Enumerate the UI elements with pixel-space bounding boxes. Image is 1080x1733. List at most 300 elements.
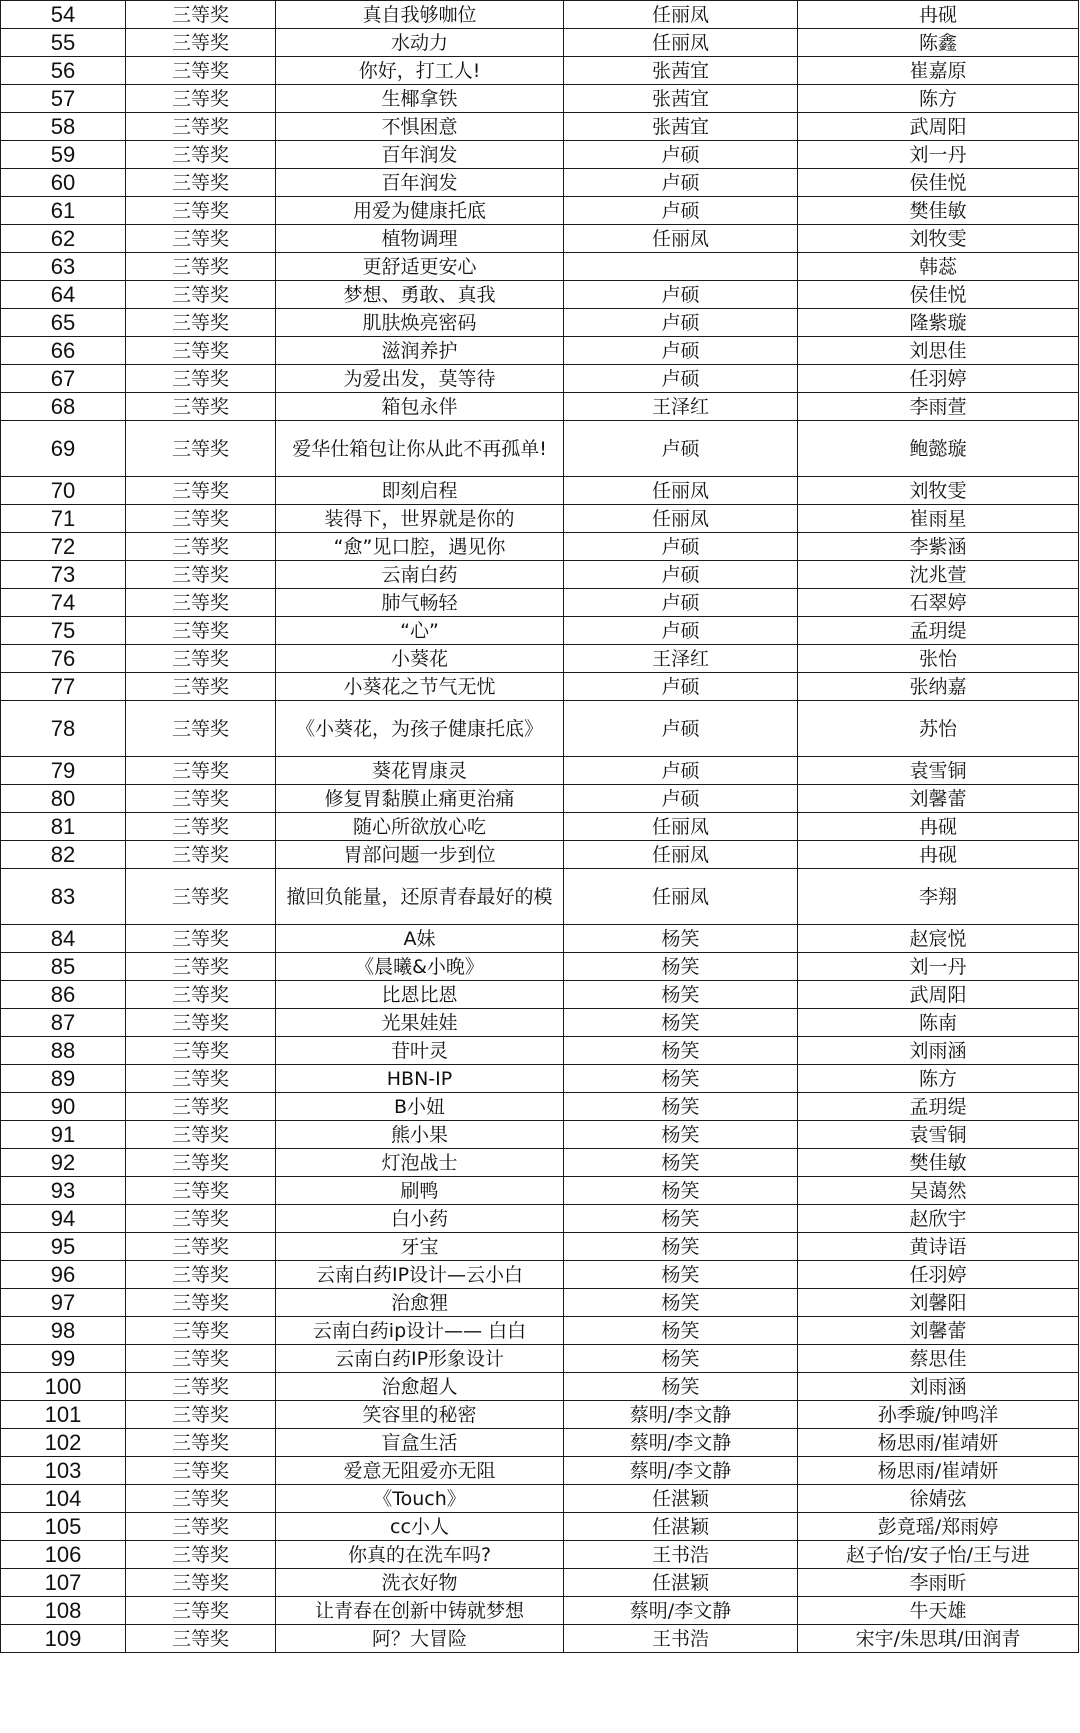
entry-number-cell: 75 <box>1 617 126 645</box>
table-row <box>1 1233 1079 1261</box>
student-cell: 任羽婷 <box>798 1261 1079 1289</box>
teacher-cell: 蔡明/李文静 <box>564 1457 798 1485</box>
student-cell: 侯佳悦 <box>798 169 1079 197</box>
table-row <box>1 197 1079 225</box>
student-cell: 陈鑫 <box>798 29 1079 57</box>
teacher-cell: 任丽凤 <box>564 869 798 925</box>
teacher-cell: 张茜宜 <box>564 57 798 85</box>
student-cell: 沈兆萱 <box>798 561 1079 589</box>
student-cell: 孟玥缇 <box>798 617 1079 645</box>
work-title-cell: 刷鸭 <box>276 1177 564 1205</box>
award-level-cell: 三等奖 <box>126 253 276 281</box>
award-level-cell: 三等奖 <box>126 1009 276 1037</box>
teacher-cell: 杨笑 <box>564 1289 798 1317</box>
work-title-cell: 你真的在洗车吗? <box>276 1541 564 1569</box>
entry-number-cell: 65 <box>1 309 126 337</box>
work-title-cell: “愈”见口腔，遇见你 <box>276 533 564 561</box>
award-level-cell: 三等奖 <box>126 1541 276 1569</box>
award-level-cell: 三等奖 <box>126 1569 276 1597</box>
teacher-cell: 卢硕 <box>564 533 798 561</box>
work-title-cell: 熊小果 <box>276 1121 564 1149</box>
work-title-cell: 随心所欲放心吃 <box>276 813 564 841</box>
entry-number-cell: 107 <box>1 1569 126 1597</box>
student-cell: 徐婧弦 <box>798 1485 1079 1513</box>
work-title-cell: 爱华仕箱包让你从此不再孤单! <box>276 421 564 477</box>
teacher-cell: 杨笑 <box>564 925 798 953</box>
award-level-cell: 三等奖 <box>126 1457 276 1485</box>
work-title-cell: 《Touch》 <box>276 1485 564 1513</box>
teacher-cell: 杨笑 <box>564 953 798 981</box>
entry-number-cell: 104 <box>1 1485 126 1513</box>
entry-number-cell: 80 <box>1 785 126 813</box>
entry-number-cell: 87 <box>1 1009 126 1037</box>
entry-number-cell: 58 <box>1 113 126 141</box>
work-title-cell: 云南白药IP形象设计 <box>276 1345 564 1373</box>
award-level-cell: 三等奖 <box>126 1177 276 1205</box>
table-row <box>1 1177 1079 1205</box>
table-row <box>1 701 1079 757</box>
teacher-cell: 卢硕 <box>564 701 798 757</box>
teacher-cell: 卢硕 <box>564 337 798 365</box>
entry-number-cell: 61 <box>1 197 126 225</box>
table-row <box>1 589 1079 617</box>
student-cell: 袁雪铜 <box>798 757 1079 785</box>
award-level-cell: 三等奖 <box>126 113 276 141</box>
entry-number-cell: 91 <box>1 1121 126 1149</box>
work-title-cell: 滋润养护 <box>276 337 564 365</box>
award-level-cell: 三等奖 <box>126 757 276 785</box>
entry-number-cell: 82 <box>1 841 126 869</box>
table-row <box>1 225 1079 253</box>
work-title-cell: 用爱为健康托底 <box>276 197 564 225</box>
student-cell: 李雨萱 <box>798 393 1079 421</box>
award-level-cell: 三等奖 <box>126 701 276 757</box>
work-title-cell: A妹 <box>276 925 564 953</box>
work-title-cell: 云南白药IP设计—云小白 <box>276 1261 564 1289</box>
teacher-cell: 卢硕 <box>564 141 798 169</box>
student-cell: 赵欣宇 <box>798 1205 1079 1233</box>
student-cell: 刘馨蕾 <box>798 1317 1079 1345</box>
award-level-cell: 三等奖 <box>126 393 276 421</box>
award-level-cell: 三等奖 <box>126 85 276 113</box>
table-row <box>1 309 1079 337</box>
work-title-cell: 云南白药 <box>276 561 564 589</box>
entry-number-cell: 66 <box>1 337 126 365</box>
teacher-cell: 张茜宜 <box>564 85 798 113</box>
table-row <box>1 561 1079 589</box>
teacher-cell: 杨笑 <box>564 1317 798 1345</box>
student-cell: 刘馨蕾 <box>798 785 1079 813</box>
teacher-cell: 卢硕 <box>564 309 798 337</box>
table-row <box>1 1401 1079 1429</box>
award-level-cell: 三等奖 <box>126 533 276 561</box>
student-cell: 刘牧雯 <box>798 225 1079 253</box>
student-cell: 冉砚 <box>798 813 1079 841</box>
table-row <box>1 1289 1079 1317</box>
award-level-cell: 三等奖 <box>126 813 276 841</box>
table-row <box>1 1485 1079 1513</box>
award-level-cell: 三等奖 <box>126 1205 276 1233</box>
entry-number-cell: 97 <box>1 1289 126 1317</box>
table-row <box>1 1625 1079 1653</box>
award-level-cell: 三等奖 <box>126 1037 276 1065</box>
table-row <box>1 953 1079 981</box>
table-row <box>1 981 1079 1009</box>
teacher-cell <box>564 253 798 281</box>
work-title-cell: 小葵花 <box>276 645 564 673</box>
work-title-cell: 生椰拿铁 <box>276 85 564 113</box>
work-title-cell: 植物调理 <box>276 225 564 253</box>
table-row <box>1 29 1079 57</box>
table-row <box>1 253 1079 281</box>
teacher-cell: 杨笑 <box>564 1233 798 1261</box>
teacher-cell: 杨笑 <box>564 1345 798 1373</box>
award-level-cell: 三等奖 <box>126 365 276 393</box>
teacher-cell: 蔡明/李文静 <box>564 1597 798 1625</box>
teacher-cell: 杨笑 <box>564 1009 798 1037</box>
work-title-cell: 苷叶灵 <box>276 1037 564 1065</box>
work-title-cell: 胃部问题一步到位 <box>276 841 564 869</box>
student-cell: 武周阳 <box>798 113 1079 141</box>
entry-number-cell: 76 <box>1 645 126 673</box>
teacher-cell: 杨笑 <box>564 1121 798 1149</box>
award-level-cell: 三等奖 <box>126 1513 276 1541</box>
work-title-cell: 即刻启程 <box>276 477 564 505</box>
entry-number-cell: 55 <box>1 29 126 57</box>
table-row <box>1 785 1079 813</box>
student-cell: 李雨昕 <box>798 1569 1079 1597</box>
entry-number-cell: 63 <box>1 253 126 281</box>
student-cell: 张纳嘉 <box>798 673 1079 701</box>
teacher-cell: 杨笑 <box>564 1149 798 1177</box>
entry-number-cell: 100 <box>1 1373 126 1401</box>
award-level-cell: 三等奖 <box>126 981 276 1009</box>
teacher-cell: 任丽凤 <box>564 505 798 533</box>
table-row <box>1 1093 1079 1121</box>
student-cell: 袁雪铜 <box>798 1121 1079 1149</box>
award-level-cell: 三等奖 <box>126 841 276 869</box>
teacher-cell: 王泽红 <box>564 393 798 421</box>
entry-number-cell: 73 <box>1 561 126 589</box>
student-cell: 孙季璇/钟鸣洋 <box>798 1401 1079 1429</box>
teacher-cell: 杨笑 <box>564 1037 798 1065</box>
teacher-cell: 任丽凤 <box>564 841 798 869</box>
student-cell: 刘雨涵 <box>798 1373 1079 1401</box>
student-cell: 刘一丹 <box>798 953 1079 981</box>
entry-number-cell: 109 <box>1 1625 126 1653</box>
table-row <box>1 113 1079 141</box>
award-level-cell: 三等奖 <box>126 477 276 505</box>
work-title-cell: 爱意无阻爱亦无阻 <box>276 1457 564 1485</box>
work-title-cell: 肺气畅轻 <box>276 589 564 617</box>
student-cell: 蔡思佳 <box>798 1345 1079 1373</box>
student-cell: 鲍懿璇 <box>798 421 1079 477</box>
award-level-cell: 三等奖 <box>126 1625 276 1653</box>
award-level-cell: 三等奖 <box>126 673 276 701</box>
table-row <box>1 1457 1079 1485</box>
teacher-cell: 杨笑 <box>564 1261 798 1289</box>
teacher-cell: 卢硕 <box>564 169 798 197</box>
table-row <box>1 1037 1079 1065</box>
work-title-cell: 让青春在创新中铸就梦想 <box>276 1597 564 1625</box>
student-cell: 樊佳敏 <box>798 197 1079 225</box>
table-row <box>1 1429 1079 1457</box>
entry-number-cell: 106 <box>1 1541 126 1569</box>
teacher-cell: 任湛颖 <box>564 1569 798 1597</box>
work-title-cell: 比恩比恩 <box>276 981 564 1009</box>
teacher-cell: 卢硕 <box>564 785 798 813</box>
work-title-cell: 洗衣好物 <box>276 1569 564 1597</box>
teacher-cell: 杨笑 <box>564 1177 798 1205</box>
entry-number-cell: 59 <box>1 141 126 169</box>
award-level-cell: 三等奖 <box>126 561 276 589</box>
teacher-cell: 任湛颖 <box>564 1513 798 1541</box>
table-row <box>1 813 1079 841</box>
student-cell: 樊佳敏 <box>798 1149 1079 1177</box>
table-row <box>1 393 1079 421</box>
entry-number-cell: 88 <box>1 1037 126 1065</box>
entry-number-cell: 72 <box>1 533 126 561</box>
entry-number-cell: 57 <box>1 85 126 113</box>
table-row <box>1 169 1079 197</box>
table-row <box>1 673 1079 701</box>
table-row <box>1 757 1079 785</box>
work-title-cell: 牙宝 <box>276 1233 564 1261</box>
work-title-cell: 云南白药ip设计—— 白白 <box>276 1317 564 1345</box>
teacher-cell: 杨笑 <box>564 981 798 1009</box>
entry-number-cell: 78 <box>1 701 126 757</box>
student-cell: 张怡 <box>798 645 1079 673</box>
work-title-cell: cc小人 <box>276 1513 564 1541</box>
table-row <box>1 533 1079 561</box>
student-cell: 黄诗语 <box>798 1233 1079 1261</box>
table-row <box>1 477 1079 505</box>
student-cell: 李紫涵 <box>798 533 1079 561</box>
student-cell: 刘牧雯 <box>798 477 1079 505</box>
teacher-cell: 任丽凤 <box>564 477 798 505</box>
work-title-cell: 箱包永伴 <box>276 393 564 421</box>
entry-number-cell: 67 <box>1 365 126 393</box>
table-row <box>1 85 1079 113</box>
work-title-cell: 装得下，世界就是你的 <box>276 505 564 533</box>
work-title-cell: 梦想、勇敢、真我 <box>276 281 564 309</box>
student-cell: 杨思雨/崔靖妍 <box>798 1429 1079 1457</box>
work-title-cell: 《晨曦&小晚》 <box>276 953 564 981</box>
teacher-cell: 王书浩 <box>564 1541 798 1569</box>
entry-number-cell: 84 <box>1 925 126 953</box>
student-cell: 冉砚 <box>798 1 1079 29</box>
entry-number-cell: 92 <box>1 1149 126 1177</box>
work-title-cell: 灯泡战士 <box>276 1149 564 1177</box>
work-title-cell: 更舒适更安心 <box>276 253 564 281</box>
work-title-cell: 不惧困意 <box>276 113 564 141</box>
table-row <box>1 1373 1079 1401</box>
student-cell: 杨思雨/崔靖妍 <box>798 1457 1079 1485</box>
award-level-cell: 三等奖 <box>126 785 276 813</box>
award-level-cell: 三等奖 <box>126 1345 276 1373</box>
teacher-cell: 王泽红 <box>564 645 798 673</box>
student-cell: 牛天雄 <box>798 1597 1079 1625</box>
work-title-cell: 阿？大冒险 <box>276 1625 564 1653</box>
table-row <box>1 645 1079 673</box>
entry-number-cell: 89 <box>1 1065 126 1093</box>
award-level-cell: 三等奖 <box>126 1289 276 1317</box>
teacher-cell: 杨笑 <box>564 1093 798 1121</box>
teacher-cell: 卢硕 <box>564 421 798 477</box>
work-title-cell: 修复胃黏膜止痛更治痛 <box>276 785 564 813</box>
student-cell: 韩蕊 <box>798 253 1079 281</box>
student-cell: 刘雨涵 <box>798 1037 1079 1065</box>
award-level-cell: 三等奖 <box>126 309 276 337</box>
award-level-cell: 三等奖 <box>126 57 276 85</box>
table-row <box>1 1205 1079 1233</box>
award-level-cell: 三等奖 <box>126 225 276 253</box>
teacher-cell: 杨笑 <box>564 1373 798 1401</box>
work-title-cell: 葵花胃康灵 <box>276 757 564 785</box>
work-title-cell: 白小药 <box>276 1205 564 1233</box>
work-title-cell: 《小葵花，为孩子健康托底》 <box>276 701 564 757</box>
table-row <box>1 1065 1079 1093</box>
student-cell: 陈方 <box>798 1065 1079 1093</box>
table-row <box>1 841 1079 869</box>
teacher-cell: 卢硕 <box>564 561 798 589</box>
teacher-cell: 卢硕 <box>564 589 798 617</box>
teacher-cell: 卢硕 <box>564 757 798 785</box>
student-cell: 宋宇/朱思琪/田润青 <box>798 1625 1079 1653</box>
student-cell: 吴蔼然 <box>798 1177 1079 1205</box>
table-row <box>1 1597 1079 1625</box>
table-row <box>1 1009 1079 1037</box>
award-level-cell: 三等奖 <box>126 1317 276 1345</box>
table-row <box>1 281 1079 309</box>
work-title-cell: B小妞 <box>276 1093 564 1121</box>
table-row <box>1 421 1079 477</box>
student-cell: 刘一丹 <box>798 141 1079 169</box>
work-title-cell: 盲盒生活 <box>276 1429 564 1457</box>
award-level-cell: 三等奖 <box>126 505 276 533</box>
student-cell: 陈方 <box>798 85 1079 113</box>
student-cell: 彭竟瑶/郑雨婷 <box>798 1513 1079 1541</box>
entry-number-cell: 71 <box>1 505 126 533</box>
teacher-cell: 蔡明/李文静 <box>564 1429 798 1457</box>
entry-number-cell: 85 <box>1 953 126 981</box>
work-title-cell: 水动力 <box>276 29 564 57</box>
award-level-cell: 三等奖 <box>126 1429 276 1457</box>
work-title-cell: 百年润发 <box>276 141 564 169</box>
teacher-cell: 卢硕 <box>564 617 798 645</box>
work-title-cell: 肌肤焕亮密码 <box>276 309 564 337</box>
table-row <box>1 337 1079 365</box>
entry-number-cell: 103 <box>1 1457 126 1485</box>
work-title-cell: 你好，打工人! <box>276 57 564 85</box>
table-row <box>1 1149 1079 1177</box>
table-row <box>1 617 1079 645</box>
work-title-cell: 笑容里的秘密 <box>276 1401 564 1429</box>
award-level-cell: 三等奖 <box>126 1373 276 1401</box>
student-cell: 苏怡 <box>798 701 1079 757</box>
work-title-cell: 真自我够咖位 <box>276 1 564 29</box>
table-row <box>1 1513 1079 1541</box>
award-level-cell: 三等奖 <box>126 1 276 29</box>
student-cell: 李翔 <box>798 869 1079 925</box>
student-cell: 武周阳 <box>798 981 1079 1009</box>
work-title-cell: 小葵花之节气无忧 <box>276 673 564 701</box>
entry-number-cell: 95 <box>1 1233 126 1261</box>
table-row <box>1 1121 1079 1149</box>
entry-number-cell: 83 <box>1 869 126 925</box>
teacher-cell: 王书浩 <box>564 1625 798 1653</box>
entry-number-cell: 56 <box>1 57 126 85</box>
entry-number-cell: 79 <box>1 757 126 785</box>
award-level-cell: 三等奖 <box>126 1149 276 1177</box>
work-title-cell: 为爱出发，莫等待 <box>276 365 564 393</box>
entry-number-cell: 86 <box>1 981 126 1009</box>
work-title-cell: 治愈超人 <box>276 1373 564 1401</box>
student-cell: 刘馨阳 <box>798 1289 1079 1317</box>
teacher-cell: 卢硕 <box>564 365 798 393</box>
award-level-cell: 三等奖 <box>126 953 276 981</box>
teacher-cell: 杨笑 <box>564 1205 798 1233</box>
student-cell: 任羽婷 <box>798 365 1079 393</box>
award-level-cell: 三等奖 <box>126 337 276 365</box>
award-level-cell: 三等奖 <box>126 645 276 673</box>
table-row <box>1 925 1079 953</box>
award-level-cell: 三等奖 <box>126 1093 276 1121</box>
table-row <box>1 1569 1079 1597</box>
entry-number-cell: 69 <box>1 421 126 477</box>
table-body <box>1 1 1079 1653</box>
student-cell: 隆紫璇 <box>798 309 1079 337</box>
award-level-cell: 三等奖 <box>126 1401 276 1429</box>
entry-number-cell: 90 <box>1 1093 126 1121</box>
work-title-cell: 撤回负能量，还原青春最好的模 <box>276 869 564 925</box>
award-level-cell: 三等奖 <box>126 1261 276 1289</box>
teacher-cell: 张茜宜 <box>564 113 798 141</box>
award-level-cell: 三等奖 <box>126 169 276 197</box>
award-level-cell: 三等奖 <box>126 141 276 169</box>
award-level-cell: 三等奖 <box>126 197 276 225</box>
work-title-cell: 百年润发 <box>276 169 564 197</box>
entry-number-cell: 108 <box>1 1597 126 1625</box>
student-cell: 崔雨星 <box>798 505 1079 533</box>
table-row <box>1 57 1079 85</box>
teacher-cell: 卢硕 <box>564 673 798 701</box>
table-row <box>1 1261 1079 1289</box>
teacher-cell: 任丽凤 <box>564 29 798 57</box>
teacher-cell: 任丽凤 <box>564 225 798 253</box>
award-level-cell: 三等奖 <box>126 421 276 477</box>
teacher-cell: 卢硕 <box>564 281 798 309</box>
work-title-cell: HBN-IP <box>276 1065 564 1093</box>
entry-number-cell: 102 <box>1 1429 126 1457</box>
teacher-cell: 杨笑 <box>564 1065 798 1093</box>
entry-number-cell: 77 <box>1 673 126 701</box>
student-cell: 刘思佳 <box>798 337 1079 365</box>
teacher-cell: 任湛颖 <box>564 1485 798 1513</box>
table-row <box>1 505 1079 533</box>
award-level-cell: 三等奖 <box>126 925 276 953</box>
student-cell: 石翠婷 <box>798 589 1079 617</box>
student-cell: 赵子怡/安子怡/王与进 <box>798 1541 1079 1569</box>
teacher-cell: 任丽凤 <box>564 813 798 841</box>
entry-number-cell: 94 <box>1 1205 126 1233</box>
entry-number-cell: 70 <box>1 477 126 505</box>
teacher-cell: 蔡明/李文静 <box>564 1401 798 1429</box>
student-cell: 冉砚 <box>798 841 1079 869</box>
student-cell: 孟玥缇 <box>798 1093 1079 1121</box>
entry-number-cell: 74 <box>1 589 126 617</box>
student-cell: 崔嘉原 <box>798 57 1079 85</box>
